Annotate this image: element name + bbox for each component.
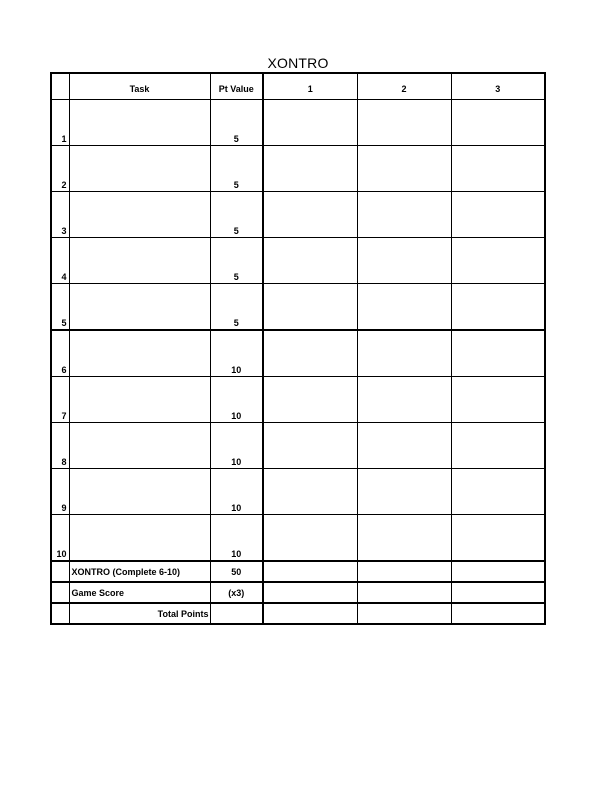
task-cell[interactable] — [69, 146, 210, 192]
header-row — [51, 73, 545, 100]
score-cell-game-2[interactable] — [357, 192, 451, 238]
score-cell-game-2[interactable] — [357, 100, 451, 146]
task-points: 5 — [210, 146, 263, 192]
header-game-2: 2 — [357, 73, 451, 100]
total-cell-game-2[interactable] — [357, 603, 451, 624]
task-row — [51, 284, 545, 331]
task-row — [51, 238, 545, 284]
xontro-cell-game-1[interactable] — [263, 561, 357, 582]
score-cell-game-1[interactable] — [263, 146, 357, 192]
task-cell[interactable] — [69, 377, 210, 423]
score-cell-game-1[interactable] — [263, 423, 357, 469]
task-number: 3 — [51, 192, 69, 238]
xontro-cell-game-2[interactable] — [357, 561, 451, 582]
task-row — [51, 192, 545, 238]
task-points: 10 — [210, 469, 263, 515]
total-points-row — [51, 603, 545, 624]
xontro-label: XONTRO (Complete 6-10) — [69, 561, 210, 582]
page-title: XONTRO — [267, 55, 329, 71]
header-task: Task — [69, 73, 210, 100]
game-score-cell-game-3[interactable] — [451, 582, 545, 603]
score-cell-game-1[interactable] — [263, 238, 357, 284]
score-cell-game-3[interactable] — [451, 377, 545, 423]
task-number: 9 — [51, 469, 69, 515]
task-number: 5 — [51, 284, 69, 331]
header-game-1: 1 — [263, 73, 357, 100]
task-row — [51, 515, 545, 562]
score-cell-game-3[interactable] — [451, 238, 545, 284]
xontro-cell-game-3[interactable] — [451, 561, 545, 582]
task-cell[interactable] — [69, 284, 210, 331]
task-number: 7 — [51, 377, 69, 423]
score-cell-game-1[interactable] — [263, 469, 357, 515]
total-points-blank — [210, 603, 263, 624]
task-cell[interactable] — [69, 192, 210, 238]
task-number: 10 — [51, 515, 69, 562]
score-cell-game-3[interactable] — [451, 192, 545, 238]
task-number: 6 — [51, 330, 69, 377]
task-number: 2 — [51, 146, 69, 192]
task-cell[interactable] — [69, 100, 210, 146]
score-cell-game-1[interactable] — [263, 192, 357, 238]
score-cell-game-2[interactable] — [357, 284, 451, 331]
game-score-row — [51, 582, 545, 603]
score-cell-game-2[interactable] — [357, 515, 451, 562]
score-cell-game-2[interactable] — [357, 423, 451, 469]
task-points: 5 — [210, 192, 263, 238]
score-cell-game-2[interactable] — [357, 377, 451, 423]
score-cell-game-3[interactable] — [451, 100, 545, 146]
total-cell-game-1[interactable] — [263, 603, 357, 624]
score-cell-game-2[interactable] — [357, 146, 451, 192]
game-score-multiplier: (x3) — [210, 582, 263, 603]
score-cell-game-1[interactable] — [263, 284, 357, 331]
task-number: 8 — [51, 423, 69, 469]
score-cell-game-3[interactable] — [451, 146, 545, 192]
task-points: 5 — [210, 238, 263, 284]
task-points: 5 — [210, 284, 263, 331]
xontro-number-cell — [51, 561, 69, 582]
task-row — [51, 146, 545, 192]
score-cell-game-1[interactable] — [263, 377, 357, 423]
score-cell-game-3[interactable] — [451, 469, 545, 515]
task-row — [51, 377, 545, 423]
header-number-cell — [51, 73, 69, 100]
task-row — [51, 423, 545, 469]
task-number: 4 — [51, 238, 69, 284]
score-cell-game-3[interactable] — [451, 330, 545, 377]
score-cell-game-2[interactable] — [357, 469, 451, 515]
total-points-label: Total Points — [69, 603, 210, 624]
task-cell[interactable] — [69, 515, 210, 562]
score-cell-game-1[interactable] — [263, 330, 357, 377]
header-game-3: 3 — [451, 73, 545, 100]
total-number-cell — [51, 603, 69, 624]
game-score-cell-game-1[interactable] — [263, 582, 357, 603]
game-score-label: Game Score — [69, 582, 210, 603]
task-points: 10 — [210, 330, 263, 377]
score-cell-game-2[interactable] — [357, 330, 451, 377]
task-row — [51, 330, 545, 377]
xontro-points: 50 — [210, 561, 263, 582]
task-cell[interactable] — [69, 423, 210, 469]
score-table — [50, 72, 546, 625]
task-number: 1 — [51, 100, 69, 146]
score-cell-game-1[interactable] — [263, 100, 357, 146]
score-cell-game-2[interactable] — [357, 238, 451, 284]
header-pt-value: Pt Value — [210, 73, 263, 100]
task-cell[interactable] — [69, 238, 210, 284]
task-points: 10 — [210, 515, 263, 562]
score-cell-game-3[interactable] — [451, 284, 545, 331]
task-cell[interactable] — [69, 469, 210, 515]
task-points: 10 — [210, 377, 263, 423]
score-cell-game-1[interactable] — [263, 515, 357, 562]
task-row — [51, 100, 545, 146]
task-points: 10 — [210, 423, 263, 469]
game-score-number-cell — [51, 582, 69, 603]
task-row — [51, 469, 545, 515]
score-cell-game-3[interactable] — [451, 423, 545, 469]
total-cell-game-3[interactable] — [451, 603, 545, 624]
xontro-row — [51, 561, 545, 582]
game-score-cell-game-2[interactable] — [357, 582, 451, 603]
score-cell-game-3[interactable] — [451, 515, 545, 562]
task-cell[interactable] — [69, 330, 210, 377]
task-points: 5 — [210, 100, 263, 146]
